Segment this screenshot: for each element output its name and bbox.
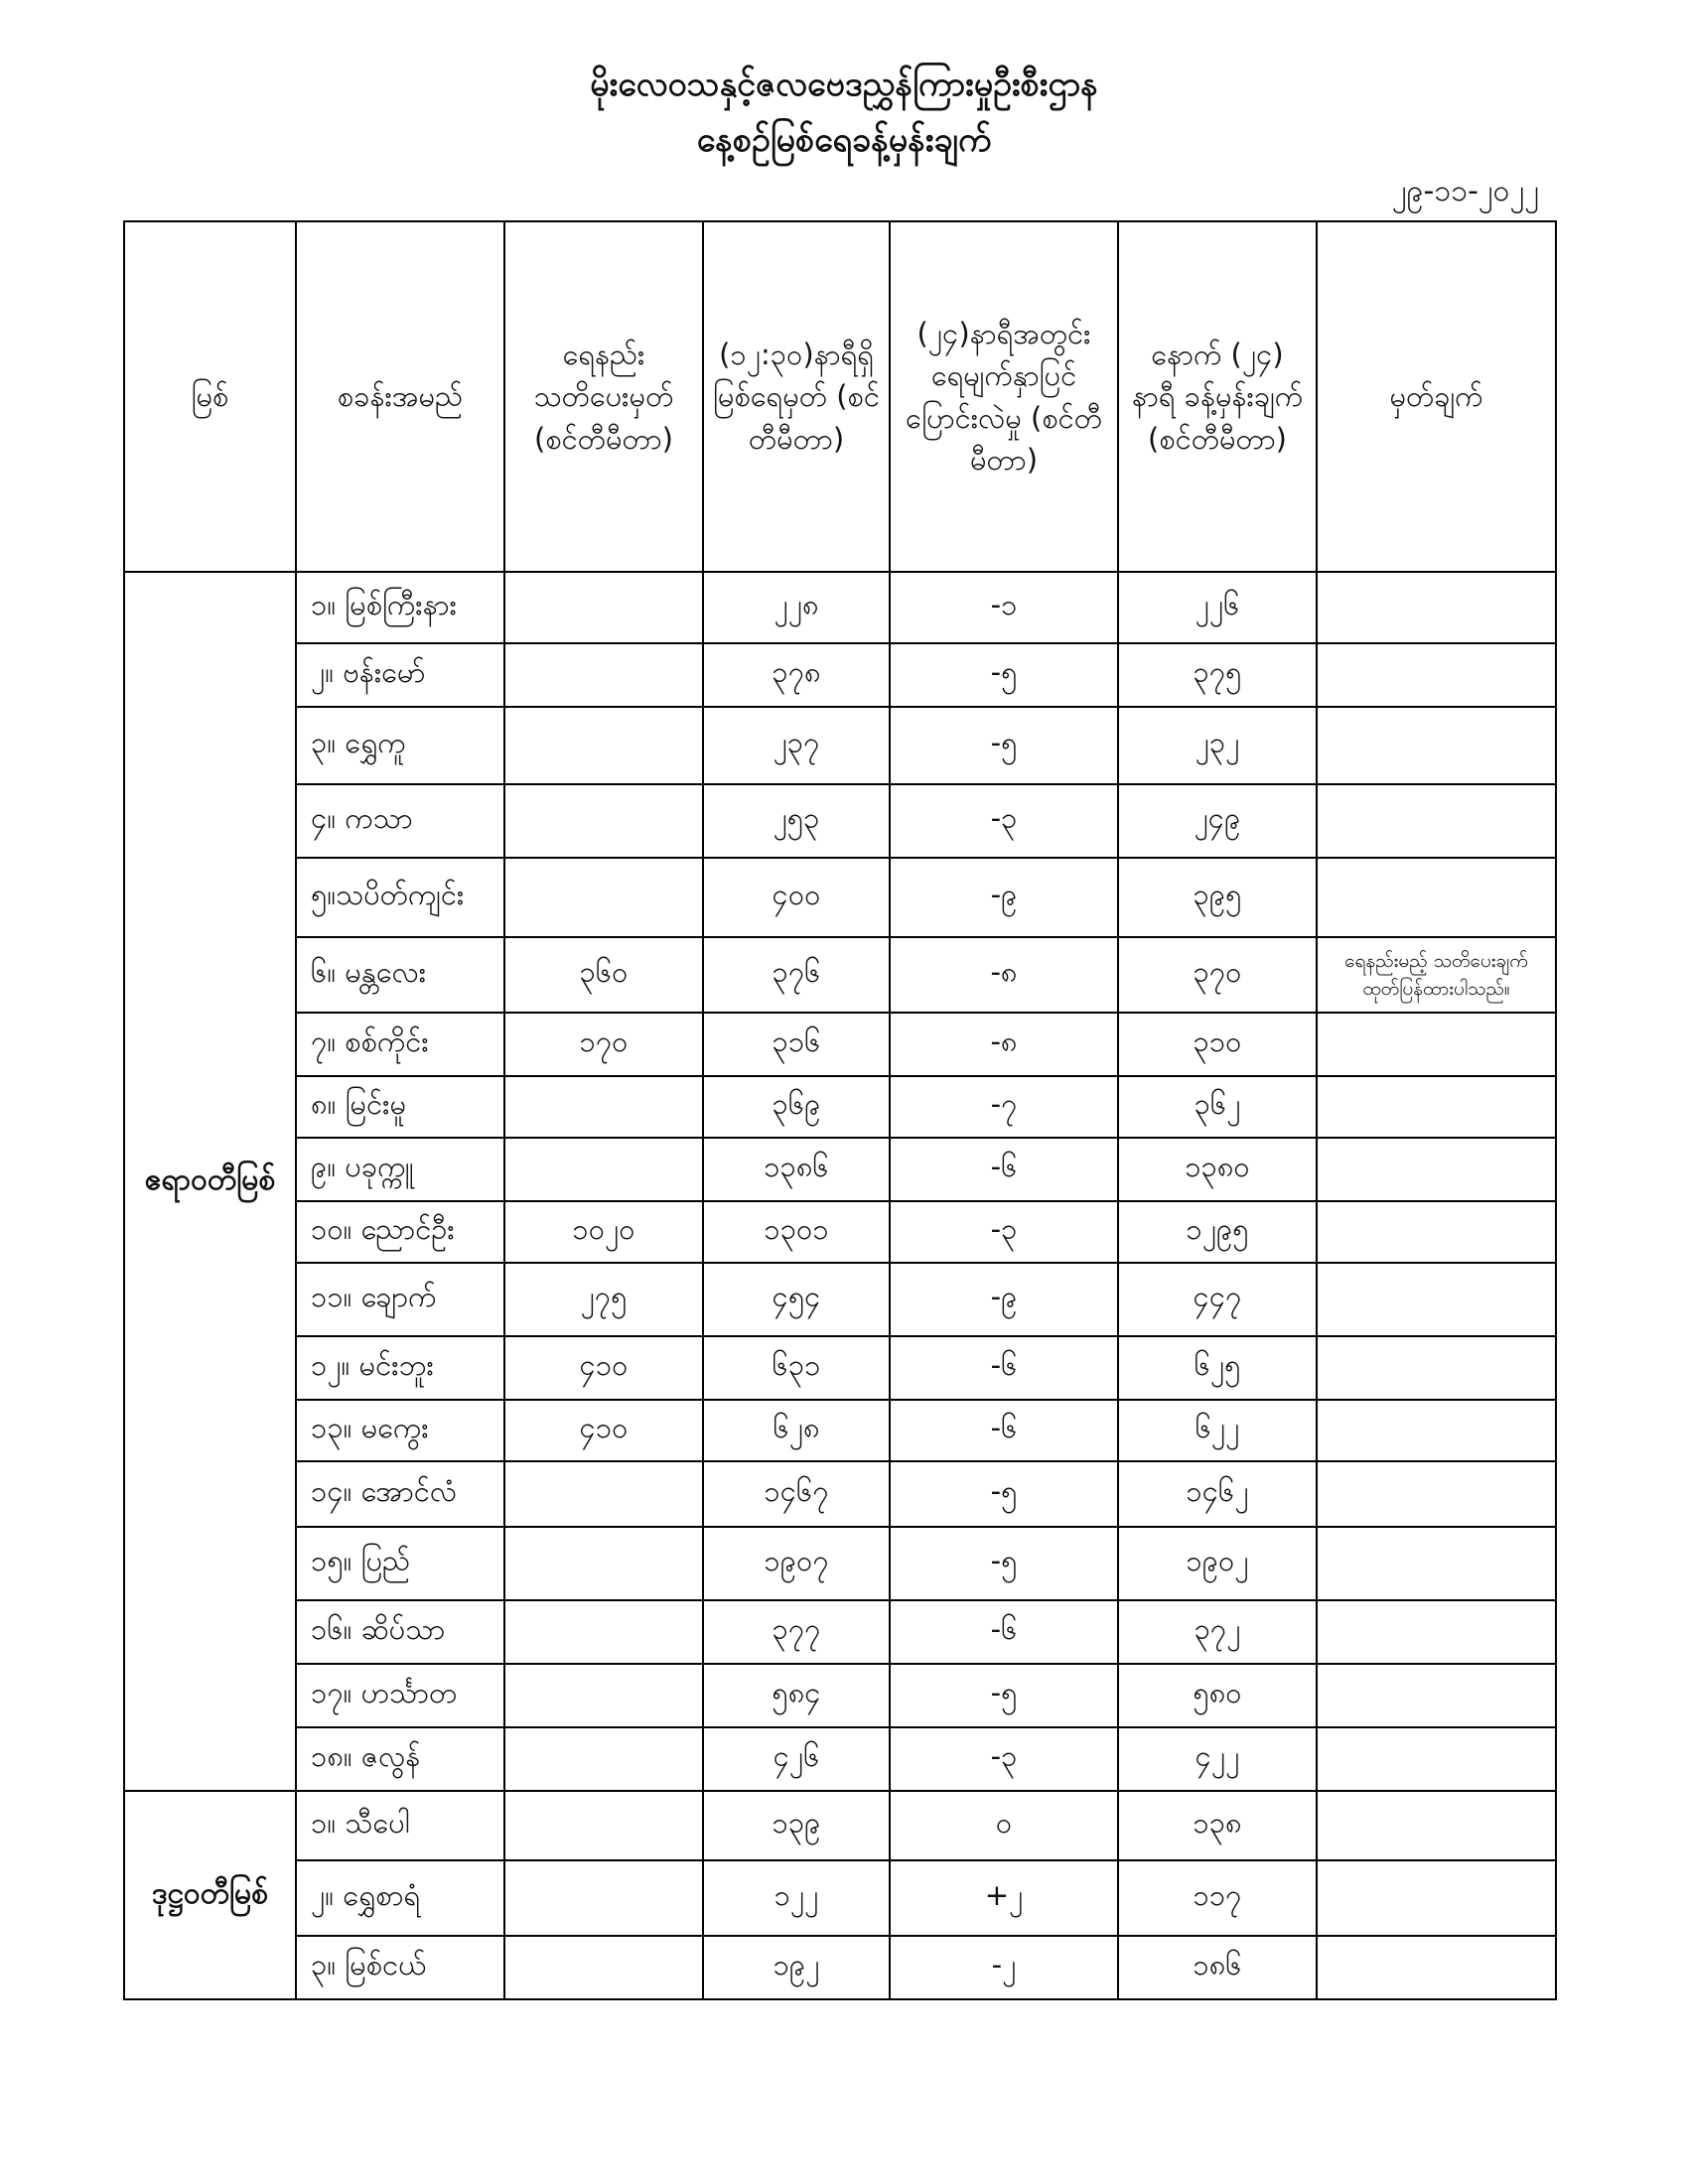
warning-level: ၁၇၀	[504, 1013, 703, 1076]
remark	[1317, 1791, 1556, 1860]
table-row	[124, 1076, 1556, 1138]
forecast-level: ၃၁၀	[1118, 1013, 1317, 1076]
warning-level	[504, 1076, 703, 1138]
forecast-level: ၅၈၀	[1118, 1664, 1317, 1727]
water-level: ၅၈၄	[703, 1664, 890, 1727]
station-name: ၁၄။ အောင်လံ	[296, 1461, 504, 1527]
station-name: ၃။ မြစ်ငယ်	[296, 1936, 504, 1999]
water-level: ၃၇၇	[703, 1600, 890, 1664]
water-level: ၂၅၃	[703, 784, 890, 858]
warning-level	[504, 1600, 703, 1664]
remark	[1317, 784, 1556, 858]
table-row	[124, 858, 1556, 937]
station-name: ၆။ မန္တလေး	[296, 937, 504, 1013]
warning-level: ၄၁၀	[504, 1400, 703, 1461]
table-row	[124, 1400, 1556, 1461]
header-river: မြစ်	[124, 221, 296, 572]
table-row	[124, 643, 1556, 707]
river-name: ဒုဋ္ဌဝတီမြစ်	[124, 1791, 296, 1999]
station-name: ၂။ ဗန်းမော်	[296, 643, 504, 707]
warning-level	[504, 1936, 703, 1999]
level-change: -၆	[890, 1336, 1118, 1400]
page-subtitle: နေ့စဉ်မြစ်ရေခန့်မှန်းချက်	[696, 120, 992, 160]
header-change: (၂၄)နာရီအတွင်း ရေမျက်နှာပြင် ပြောင်းလဲမှု (စင်တီမီတာ)	[890, 221, 1118, 572]
forecast-level: ၁၉၀၂	[1118, 1527, 1317, 1600]
warning-level: ၄၁၀	[504, 1336, 703, 1400]
forecast-level: ၆၂၅	[1118, 1336, 1317, 1400]
level-change: -၈	[890, 1013, 1118, 1076]
forecast-level: ၆၂၂	[1118, 1400, 1317, 1461]
water-level: ၃၆၉	[703, 1076, 890, 1138]
remark	[1317, 707, 1556, 784]
level-change: -၆	[890, 1600, 1118, 1664]
level-change: -၃	[890, 1727, 1118, 1791]
water-level: ၃၇၆	[703, 937, 890, 1013]
header-water-level: (၁၂:၃၀)နာရီရှိ မြစ်ရေမှတ် (စင်တီမီတာ)	[703, 221, 890, 572]
remark	[1317, 1076, 1556, 1138]
water-level: ၃၇၈	[703, 643, 890, 707]
page-title: မိုးလေဝသနှင့်ဇလဗေဒညွှန်ကြားမှုဦးစီးဌာန	[590, 65, 1098, 104]
water-level: ၁၃၀၁	[703, 1201, 890, 1263]
station-name: ၁၀။ ညောင်ဦး	[296, 1201, 504, 1263]
warning-level	[504, 1860, 703, 1936]
table-row	[124, 1263, 1556, 1336]
forecast-level: ၄၄၇	[1118, 1263, 1317, 1336]
remark	[1317, 1664, 1556, 1727]
station-name: ၁၅။ ပြည်	[296, 1527, 504, 1600]
level-change: -၁	[890, 572, 1118, 643]
level-change: -၅	[890, 1527, 1118, 1600]
water-level: ၁၃၉	[703, 1791, 890, 1860]
table-row	[124, 1664, 1556, 1727]
station-name: ၅။သပိတ်ကျင်း	[296, 858, 504, 937]
table-row	[124, 1600, 1556, 1664]
remark	[1317, 858, 1556, 937]
remark: ရေနည်းမည့် သတိပေးချက် ထုတ်ပြန်ထားပါသည်။	[1317, 937, 1556, 1013]
remark	[1317, 1138, 1556, 1201]
water-level: ၆၃၁	[703, 1336, 890, 1400]
level-change: -၉	[890, 1263, 1118, 1336]
forecast-level: ၃၆၂	[1118, 1076, 1317, 1138]
water-level: ၁၉၀၇	[703, 1527, 890, 1600]
station-name: ၁။ မြစ်ကြီးနား	[296, 572, 504, 643]
table-row	[124, 1527, 1556, 1600]
report-date: ၂၉-၁၁-၂၀၂၂	[1391, 174, 1539, 208]
water-level: ၄၀၀	[703, 858, 890, 937]
forecast-level: ၁၈၆	[1118, 1936, 1317, 1999]
level-change: -၅	[890, 1461, 1118, 1527]
table-row	[124, 1791, 1556, 1860]
forecast-level: ၃၇၀	[1118, 937, 1317, 1013]
table-row	[124, 1860, 1556, 1936]
station-name: ၁၆။ ဆိပ်သာ	[296, 1600, 504, 1664]
level-change: -၅	[890, 707, 1118, 784]
forecast-level: ၂၄၉	[1118, 784, 1317, 858]
forecast-level: ၃၇၂	[1118, 1600, 1317, 1664]
level-change: -၅	[890, 643, 1118, 707]
table-row	[124, 1461, 1556, 1527]
warning-level	[504, 858, 703, 937]
water-level: ၁၄၆၇	[703, 1461, 890, 1527]
remark	[1317, 1201, 1556, 1263]
water-level: ၁၉၂	[703, 1936, 890, 1999]
table-row	[124, 784, 1556, 858]
table-row	[124, 1727, 1556, 1791]
table-row	[124, 1936, 1556, 1999]
level-change: -၅	[890, 1664, 1118, 1727]
table-row	[124, 572, 1556, 643]
warning-level	[504, 1527, 703, 1600]
table-row	[124, 707, 1556, 784]
table-row	[124, 1336, 1556, 1400]
water-level: ၁၃၈၆	[703, 1138, 890, 1201]
header-warning-level: ရေနည်း သတိပေးမှတ် (စင်တီမီတာ)	[504, 221, 703, 572]
forecast-level: ၄၂၂	[1118, 1727, 1317, 1791]
station-name: ၁၈။ ဇလွန်	[296, 1727, 504, 1791]
warning-level	[504, 1461, 703, 1527]
river-name: ဧရာဝတီမြစ်	[124, 572, 296, 1791]
remark	[1317, 1936, 1556, 1999]
table-row	[124, 1138, 1556, 1201]
warning-level	[504, 1664, 703, 1727]
river-forecast-table	[123, 220, 1557, 2000]
remark	[1317, 1860, 1556, 1936]
water-level: ၁၂၂	[703, 1860, 890, 1936]
water-level: ၂၃၇	[703, 707, 890, 784]
forecast-level: ၂၃၂	[1118, 707, 1317, 784]
warning-level	[504, 1138, 703, 1201]
header-station: စခန်းအမည်	[296, 221, 504, 572]
forecast-level: ၁၂၉၅	[1118, 1201, 1317, 1263]
warning-level	[504, 707, 703, 784]
warning-level	[504, 643, 703, 707]
level-change: -၈	[890, 937, 1118, 1013]
station-name: ၈။ မြင်းမူ	[296, 1076, 504, 1138]
forecast-level: ၃၉၅	[1118, 858, 1317, 937]
station-name: ၄။ ကသာ	[296, 784, 504, 858]
station-name: ၂။ ရွှေစာရံ	[296, 1860, 504, 1936]
remark	[1317, 1727, 1556, 1791]
water-level: ၂၂၈	[703, 572, 890, 643]
remark	[1317, 1527, 1556, 1600]
level-change: -၇	[890, 1076, 1118, 1138]
warning-level: ၁၀၂၀	[504, 1201, 703, 1263]
water-level: ၄၅၄	[703, 1263, 890, 1336]
remark	[1317, 1336, 1556, 1400]
station-name: ၁၁။ ချောက်	[296, 1263, 504, 1336]
station-name: ၉။ ပခုက္ကူ	[296, 1138, 504, 1201]
remark	[1317, 1013, 1556, 1076]
forecast-level: ၁၄၆၂	[1118, 1461, 1317, 1527]
station-name: ၃။ ရွှေကူ	[296, 707, 504, 784]
warning-level	[504, 784, 703, 858]
station-name: ၇။ စစ်ကိုင်း	[296, 1013, 504, 1076]
warning-level: ၃၆၀	[504, 937, 703, 1013]
remark	[1317, 572, 1556, 643]
table-row	[124, 1201, 1556, 1263]
forecast-level: ၂၂၆	[1118, 572, 1317, 643]
forecast-level: ၃၇၅	[1118, 643, 1317, 707]
level-change: -၆	[890, 1138, 1118, 1201]
remark	[1317, 1263, 1556, 1336]
warning-level: ၂၇၅	[504, 1263, 703, 1336]
station-name: ၁၇။ ဟင်္သာတ	[296, 1664, 504, 1727]
station-name: ၁။ သီပေါ	[296, 1791, 504, 1860]
warning-level	[504, 572, 703, 643]
remark	[1317, 1600, 1556, 1664]
remark	[1317, 1461, 1556, 1527]
station-name: ၁၃။ မကွေး	[296, 1400, 504, 1461]
forecast-level: ၁၃၈	[1118, 1791, 1317, 1860]
header-forecast: နောက် (၂၄) နာရီ ခန့်မှန်းချက် (စင်တီမီတာ)	[1118, 221, 1317, 572]
level-change: -၃	[890, 784, 1118, 858]
water-level: ၄၂၆	[703, 1727, 890, 1791]
station-name: ၁၂။ မင်းဘူး	[296, 1336, 504, 1400]
forecast-level: ၁၃၈၀	[1118, 1138, 1317, 1201]
forecast-level: ၁၁၇	[1118, 1860, 1317, 1936]
table-row	[124, 1013, 1556, 1076]
water-level: ၃၁၆	[703, 1013, 890, 1076]
level-change: -၂	[890, 1936, 1118, 1999]
header-row	[124, 221, 1556, 572]
level-change: -၉	[890, 858, 1118, 937]
table-row	[124, 937, 1556, 1013]
level-change: -၆	[890, 1400, 1118, 1461]
header-remark: မှတ်ချက်	[1317, 221, 1556, 572]
remark	[1317, 1400, 1556, 1461]
warning-level	[504, 1727, 703, 1791]
remark	[1317, 643, 1556, 707]
level-change: +၂	[890, 1860, 1118, 1936]
level-change: ၀	[890, 1791, 1118, 1860]
water-level: ၆၂၈	[703, 1400, 890, 1461]
level-change: -၃	[890, 1201, 1118, 1263]
warning-level	[504, 1791, 703, 1860]
